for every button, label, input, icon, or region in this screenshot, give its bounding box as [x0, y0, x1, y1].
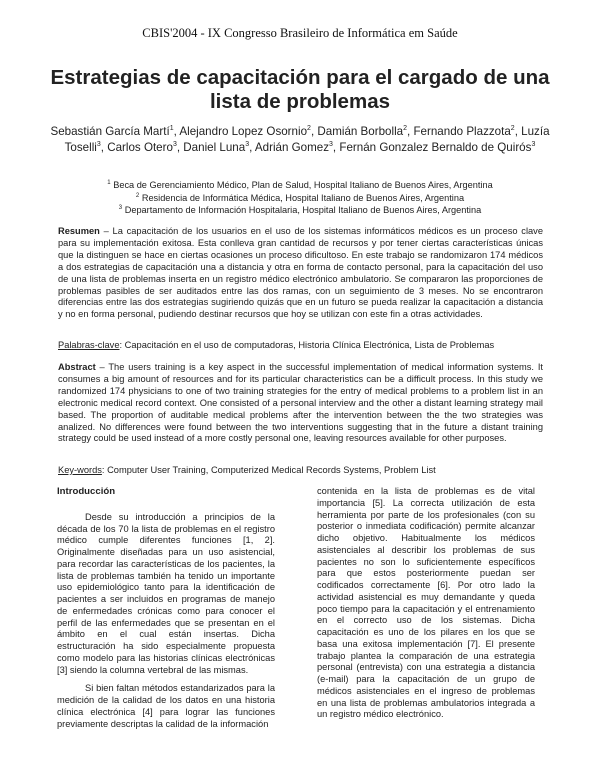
author: Sebastián García Martí$^1$	[50, 125, 174, 138]
abstract-spanish	[58, 226, 543, 321]
body-column-right	[317, 486, 535, 721]
keywords-english	[58, 465, 543, 477]
body-paragraph: contenida en la lista de problemas es de vital importancia [5]. La correcta utilización de esta herramienta por parte de los profesionales (con su posterior o inmediata codificación) permite alcanzar dicho objetivo. Habitualmente los médicos asistenciales al describir los problemas de sus pacientes no son lo suficientemente específicos para que estos posteriormente puedan ser codificados correctamente [6]. Por otro lado la actividad asistencial es muy demandante y queda poco tiempo para la capacitación y el entrenamiento en el correcto uso de los sistemas. Dicha capacitación es uno de los pilares en los que se basa una exitosa implementación [7]. El presente trabajo plantea la comparación de una estrategia personal (entrevista) con una estrategia a distancia (e-mail) para la capacitación de un grupo de médicos asistenciales en el ingreso de problemas en una lista de problemas ambulatorios integrada a un registro médico electrónico.	[317, 486, 535, 720]
author: Fernando Plazzota$^2$	[413, 125, 515, 138]
author-list: Sebastián García Martí$^1$, Alejandro Lopez Osornio$^2$, Damián Borbolla$^2$, Fernando Plazzota$^2$, Luzía Toselli$^3$, Carlos Otero$^3$, Daniel Luna$^3$, Adrián Gomez$^3$, Fernán Gonzalez Bernaldo de Quirós$^3$	[50, 125, 550, 154]
body-column-left	[57, 486, 275, 730]
author: Damián Borbolla$^2$	[317, 125, 408, 138]
affiliation: $^3$ Departamento de Información Hospitalaria, Hospital Italiano de Buenos Aires, Argentina	[118, 205, 482, 215]
abstract-text: – The users training is a key aspect in the successful implementation of medical information systems. It consumes a big amount of resources and for its particular characteristics can be a difficult process. In this study we randomized 174 physicians to one of two training strategies for the entry of medical problems to a problem list in an electronic medical record context. One consisted of a personal interview and the other a distant learning strategy mail based. The proportion of auditable medical problems after the intervention between the the two strategies was analized. No differences were found between the two interventions suggesting that in the future a distant training strategy could be used instead of a more costly personal one, leaving resources available for other purposes.	[58, 362, 543, 444]
body-paragraph: Desde su introducción a principios de la década de los 70 la lista de problemas en el registro médico cumple diferentes funciones [1, 2]. Originalmente diseñadas para un uso asistencial, para recordar las características de los pacientes, la lista de problemas también ha tenido un importante uso epidemiológico tanto para la identificación de pacientes a ser incluidos en programas de manejo de enfermedades crónicas como para conocer el perfil de las enfermedades que se presentan en el ámbito en el cual están insertas. Dicha estructuración ha sido especialmente propuesta como modelo para las historias clínicas electrónicas [3] siendo la columna vertebral de las mismas.	[57, 511, 275, 675]
keywords-label: Palabras-clave	[58, 340, 120, 350]
running-head: CBIS'2004 - IX Congresso Brasileiro de Informática em Saúde	[142, 26, 458, 40]
affiliation-list	[40, 179, 560, 217]
author: Fernán Gonzalez Bernaldo de Quirós$^3$	[339, 141, 536, 154]
keywords-spanish	[58, 340, 543, 352]
affiliation: $^2$ Residencia de Informática Médica, Hospital Italiano de Buenos Aires, Argentina	[135, 192, 465, 203]
author: Daniel Luna$^3$	[183, 141, 250, 154]
author: Carlos Otero$^3$	[107, 141, 177, 154]
abstract-label: Abstract	[58, 362, 96, 372]
section-heading: Introducción	[57, 486, 116, 497]
title-line-1: Estrategias de capacitación para el cargado de una	[50, 66, 550, 89]
affiliation: $^1$ Beca de Gerenciamiento Médico, Plan de Salud, Hospital Italiano de Buenos Aires, Argentina	[107, 180, 493, 190]
abstract-text: – La capacitación de los usuarios en el uso de los sistemas informáticos médicos es un proceso clave para su implementación exitosa. Esta conlleva gran cantidad de recursos y por tener ciertas características únicas que la distinguen se hace en ciertas ocasiones un proceso dificultoso. En este trabajo se randomizaron 174 médicos a dos estrategias de capacitación una a distancia y otra en forma de contacto personal, para la capacitación del uso de una lista de problemas inserta en un registro médico electrónico ambulatorio. Se compararon las proporciones de problemas pasibles de ser auditados entre las dos ramas, con un seguimiento de 3 meses. No se encontraron diferencias entre las dos estrategias sugiriendo quizás que en un futuro se pueda realizar la capacitación a distancia y no en forma personal, pudiendo destinar recursos que hoy se utilizan con este fin a otras actividades.	[58, 226, 543, 320]
abstract-label: Resumen	[58, 226, 100, 236]
keywords-label: Key-words	[58, 465, 102, 475]
author: Alejandro Lopez Osornio$^2$	[179, 125, 311, 138]
abstract-english	[58, 362, 543, 445]
title-line-2: lista de problemas	[209, 90, 390, 113]
body-paragraph: Si bien faltan métodos estandarizados para la medición de la calidad de los datos en una historia clínica electrónica [4] para lograr las funciones previamente descriptas la calidad de la información	[57, 683, 275, 729]
author: Adrián Gomez$^3$	[254, 141, 333, 154]
keywords-text: : Computer User Training, Computerized Medical Records Systems, Problem List	[101, 465, 436, 475]
author: Luzía Toselli$^3$	[64, 125, 550, 154]
keywords-text: : Capacitación en el uso de computadoras, Historia Clínica Electrónica, Lista de Problemas	[119, 340, 495, 350]
paper-title	[40, 66, 560, 114]
